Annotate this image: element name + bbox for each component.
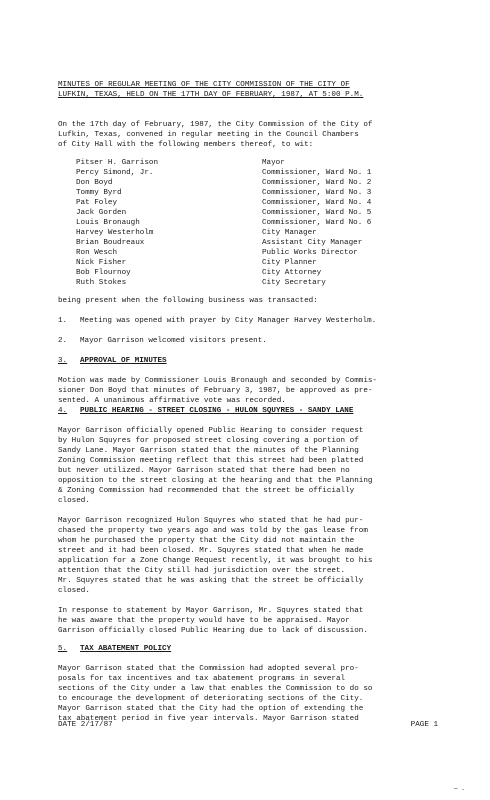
roster-row bbox=[76, 258, 436, 268]
member-name: Nick Fisher bbox=[76, 259, 127, 267]
member-title: City Planner bbox=[262, 259, 317, 267]
roster-row bbox=[76, 188, 436, 198]
member-title: City Manager bbox=[262, 229, 317, 237]
paragraph-line: posals for tax incentives and tax abatement programs in several bbox=[58, 675, 346, 683]
roster-row bbox=[76, 248, 436, 258]
heading-line: MINUTES OF REGULAR MEETING OF THE CITY COMMISSION OF THE CITY OF bbox=[58, 81, 350, 89]
paragraph-line: Mr. Squyres stated that he was asking that the street be officially bbox=[58, 577, 364, 585]
item-text: Meeting was opened with prayer by City Manager Harvey Westerholm. bbox=[80, 317, 377, 325]
member-name: Pat Foley bbox=[76, 199, 118, 207]
public-hearing-paragraph-2 bbox=[58, 516, 442, 596]
roster-row bbox=[76, 158, 436, 168]
section-heading-tax-abatement bbox=[58, 644, 448, 654]
member-title: Public Works Director bbox=[262, 249, 358, 257]
item-text: Mayor Garrison welcomed visitors present. bbox=[80, 337, 267, 345]
member-name: Don Boyd bbox=[76, 179, 113, 187]
paragraph-line: Mayor Garrison stated that the Commission had adopted several pro- bbox=[58, 665, 359, 673]
footer-date: DATE 2/17/87 bbox=[58, 721, 113, 729]
paragraph-line: chased the property two years ago and was told by the gas lease from bbox=[58, 527, 368, 535]
member-name: Bob Flournoy bbox=[76, 269, 131, 277]
paragraph-line: In response to statement by Mayor Garrison, Mr. Squyres stated that bbox=[58, 607, 364, 615]
minutes-approval-paragraph bbox=[58, 376, 442, 406]
section-title: TAX ABATEMENT POLICY bbox=[80, 645, 172, 653]
paragraph-line: being present when the following business was transacted: bbox=[58, 297, 318, 305]
roster-row bbox=[76, 228, 436, 238]
quorum-statement bbox=[58, 296, 442, 306]
public-hearing-paragraph-1 bbox=[58, 426, 442, 506]
member-name: Harvey Westerholm bbox=[76, 229, 154, 237]
paragraph-line: Garrison officially closed Public Hearing due to lack of discussion. bbox=[58, 627, 368, 635]
paragraph-line: Lufkin, Texas, convened in regular meeting in the Council Chambers bbox=[58, 131, 359, 139]
member-title: City Attorney bbox=[262, 269, 322, 277]
roster-row bbox=[76, 198, 436, 208]
footer-page-number: PAGE 1 bbox=[410, 721, 438, 729]
member-name: Percy Simond, Jr. bbox=[76, 169, 154, 177]
paragraph-line: application for a Zone Change Request recently, it was brought to his bbox=[58, 557, 373, 565]
roster-row bbox=[76, 168, 436, 178]
paragraph-line: to encourage the development of deteriorating sections of the City. bbox=[58, 695, 364, 703]
heading-line: LUFKIN, TEXAS, HELD ON THE 17TH DAY OF FEBRUARY, 1987, AT 5:00 P.M. bbox=[58, 91, 364, 99]
intro-paragraph bbox=[58, 120, 442, 150]
member-name: Pitser H. Garrison bbox=[76, 159, 159, 167]
paragraph-line: opposition to the street closing at the hearing and that the Planning bbox=[58, 477, 373, 485]
member-name: Ruth Stokes bbox=[76, 279, 127, 287]
member-title: Commissioner, Ward No. 2 bbox=[262, 179, 372, 187]
paragraph-line: he was aware that the property would have to be appraised. Mayor bbox=[58, 617, 350, 625]
roster-row bbox=[76, 278, 436, 288]
section-number: 4. bbox=[58, 407, 68, 415]
roster-row bbox=[76, 178, 436, 188]
paragraph-line: attention that the City still had jurisdiction over the street. bbox=[58, 567, 346, 575]
page-footer bbox=[58, 720, 438, 730]
member-title: Commissioner, Ward No. 3 bbox=[262, 189, 372, 197]
paragraph-line: Motion was made by Commissioner Louis Bronaugh and seconded by Commis- bbox=[58, 377, 377, 385]
section-number: 5. bbox=[58, 645, 68, 653]
member-title: Commissioner, Ward No. 1 bbox=[262, 169, 372, 177]
paragraph-line: sented. A unanimous affirmative vote was recorded. bbox=[58, 397, 286, 405]
section-title: PUBLIC HEARING - STREET CLOSING - HULON SQUYRES - SANDY LANE bbox=[80, 407, 354, 415]
roster-row bbox=[76, 218, 436, 228]
section-heading-approval-of-minutes bbox=[58, 356, 448, 366]
member-name: Tommy Byrd bbox=[76, 189, 122, 197]
member-name: Ron Wesch bbox=[76, 249, 118, 257]
member-title: Commissioner, Ward No. 4 bbox=[262, 199, 372, 207]
member-title: Commissioner, Ward No. 6 bbox=[262, 219, 372, 227]
section-heading-public-hearing bbox=[58, 406, 448, 416]
paragraph-line: On the 17th day of February, 1987, the City Commission of the City of bbox=[58, 121, 373, 129]
paragraph-line: Mayor Garrison officially opened Public Hearing to consider request bbox=[58, 427, 364, 435]
paragraph-line: of City Hall with the following members thereof, to wit: bbox=[58, 141, 314, 149]
paragraph-line: but never utilized. Mayor Garrison stated that there had been no bbox=[58, 467, 350, 475]
member-name: Brian Boudreaux bbox=[76, 239, 145, 247]
section-number: 3. bbox=[58, 357, 68, 365]
roster-row bbox=[76, 208, 436, 218]
agenda-item-2 bbox=[58, 336, 448, 346]
paragraph-line: closed. bbox=[58, 587, 90, 595]
member-title: City Secretary bbox=[262, 279, 326, 287]
member-title: Mayor bbox=[262, 159, 285, 167]
member-title: Assistant City Manager bbox=[262, 239, 363, 247]
paragraph-line: Mayor Garrison recognized Hulon Squyres who stated that he had pur- bbox=[58, 517, 364, 525]
paragraph-line: & Zoning Commission had recommended that the street be officially bbox=[58, 487, 355, 495]
paragraph-line: street and it had been closed. Mr. Squyres stated that when he made bbox=[58, 547, 364, 555]
paragraph-line: tax abatement period in five year intervals. Mayor Garrison stated bbox=[58, 715, 359, 723]
scan-mark: — . bbox=[454, 785, 465, 792]
paragraph-line: Zoning Commission meeting reflect that this street had been platted bbox=[58, 457, 364, 465]
paragraph-line: closed. bbox=[58, 497, 90, 505]
item-number: 2. bbox=[58, 337, 68, 345]
public-hearing-paragraph-3 bbox=[58, 606, 442, 636]
section-title: APPROVAL OF MINUTES bbox=[80, 357, 167, 365]
agenda-item-1 bbox=[58, 316, 448, 326]
attendee-roster bbox=[76, 158, 436, 288]
roster-row bbox=[76, 268, 436, 278]
paragraph-line: sioner Don Boyd that minutes of February 3, 1987, be approved as pre- bbox=[58, 387, 373, 395]
member-name: Jack Gorden bbox=[76, 209, 127, 217]
paragraph-line: whom he purchased the property that the City did not maintain the bbox=[58, 537, 355, 545]
tax-abatement-paragraph bbox=[58, 664, 442, 724]
minutes-heading bbox=[58, 80, 448, 100]
paragraph-line: Mayor Garrison stated that the City had the option of extending the bbox=[58, 705, 364, 713]
item-number: 1. bbox=[58, 317, 68, 325]
paragraph-line: by Hulon Squyres for proposed street closing covering a portion of bbox=[58, 437, 359, 445]
roster-row bbox=[76, 238, 436, 248]
paragraph-line: sections of the City under a law that enables the Commission to do so bbox=[58, 685, 373, 693]
member-title: Commissioner, Ward No. 5 bbox=[262, 209, 372, 217]
paragraph-line: Sandy Lane. Mayor Garrison stated that the minutes of the Planning bbox=[58, 447, 359, 455]
member-name: Louis Bronaugh bbox=[76, 219, 140, 227]
